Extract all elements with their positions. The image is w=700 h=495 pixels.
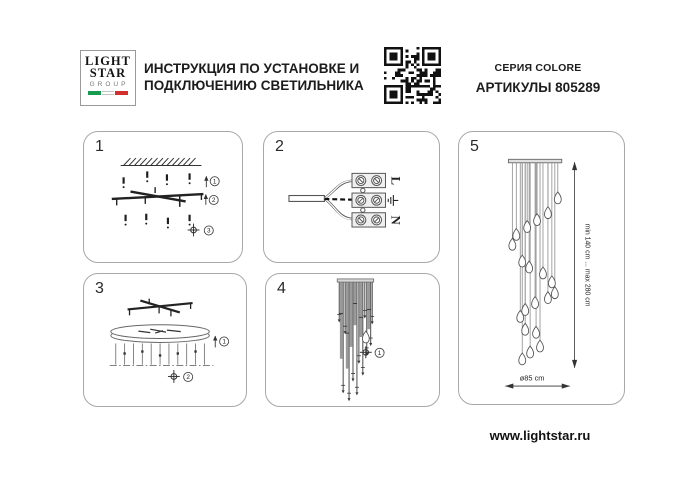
callout-2	[184, 372, 193, 381]
callout-1	[204, 176, 219, 187]
diameter-label: ø85 cm	[519, 373, 545, 383]
italian-flag-icon	[88, 91, 128, 95]
live-label: L	[388, 176, 403, 186]
step-5-diagram	[459, 132, 624, 404]
ceiling-hatch	[121, 158, 202, 165]
callout-2	[204, 194, 219, 205]
pendant-bulb	[362, 331, 369, 343]
step-2-diagram	[264, 132, 439, 262]
callout-1	[213, 336, 229, 348]
step-1-panel	[83, 131, 243, 263]
terminal-block	[352, 173, 385, 227]
anchor-screws-bottom	[125, 214, 191, 229]
ceiling-plate	[508, 159, 561, 162]
neutral-label: N	[388, 215, 403, 225]
title-line-2: ПОДКЛЮЧЕНИЮ СВЕТИЛЬНИКА	[144, 78, 364, 93]
step-4-diagram	[266, 274, 439, 406]
svg-text:1: 1	[377, 350, 382, 358]
logo-light: LIGHT	[85, 54, 131, 68]
series-name: СЕРИЯ COLORE	[494, 62, 582, 74]
page-title	[144, 60, 394, 94]
step-number: 4	[277, 280, 286, 297]
canopy-disc	[111, 325, 210, 343]
svg-text:1: 1	[212, 178, 217, 186]
svg-text:2: 2	[211, 197, 216, 205]
mounting-bracket	[128, 299, 193, 317]
step-3-panel	[83, 273, 247, 407]
screwdriver-icon	[168, 370, 180, 383]
logo-group: GROUP	[89, 81, 129, 88]
step-number: 1	[95, 138, 104, 155]
canopy-bar	[337, 279, 373, 282]
svg-text:3: 3	[207, 227, 211, 235]
lightstar-logo	[80, 50, 136, 106]
product-info	[456, 62, 620, 95]
step-5-panel	[458, 131, 625, 405]
anchor-screws-top	[123, 171, 191, 188]
step-number: 5	[470, 138, 479, 155]
callout-1	[375, 348, 384, 357]
height-label: min 140 cm ... max 280 cm	[583, 223, 591, 307]
screwdriver-icon	[360, 346, 372, 358]
height-dimension	[572, 162, 590, 368]
callout-3	[204, 226, 213, 235]
step-3-diagram	[84, 274, 246, 406]
article-number: АРТИКУЛЫ 805289	[475, 80, 601, 95]
step-number: 3	[95, 280, 104, 297]
step-number: 2	[275, 138, 284, 155]
chandelier-pendants	[509, 163, 561, 365]
wires	[324, 181, 354, 219]
step-2-panel	[263, 131, 440, 263]
step-4-panel	[265, 273, 440, 407]
website-url: www.lightstar.ru	[489, 428, 591, 443]
qr-code-icon	[384, 47, 441, 104]
ground-icon	[388, 195, 398, 206]
step-1-diagram	[84, 132, 242, 262]
terminal-labels	[388, 176, 402, 225]
svg-text:2: 2	[186, 374, 190, 382]
diameter-dimension	[505, 374, 570, 389]
mounting-bracket	[112, 187, 204, 207]
supply-cable	[289, 196, 324, 202]
title-line-1: ИНСТРУКЦИЯ ПО УСТАНОВКЕ И	[144, 61, 360, 76]
svg-text:1: 1	[222, 338, 226, 346]
suspension-rods	[116, 343, 205, 364]
logo-star: STAR	[89, 66, 127, 80]
